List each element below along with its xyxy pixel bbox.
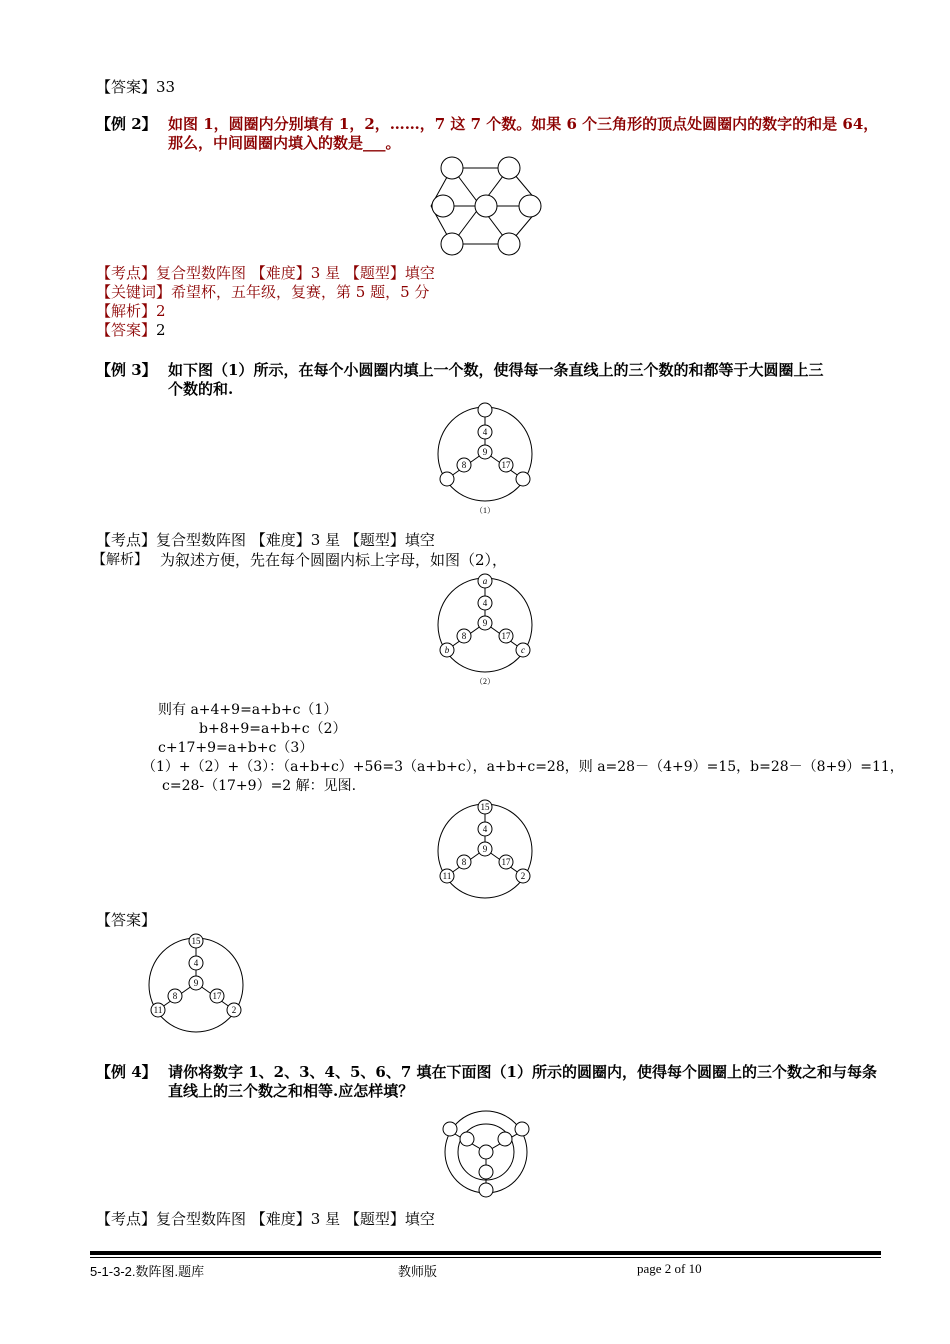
footer-center: 教师版 bbox=[398, 1264, 438, 1279]
ex3-figure-2 bbox=[437, 573, 533, 687]
ex3-eq4: （1）+（2）+（3）：（a+b+c）+56=3（a+b+c），a+b+c=28，则 a=28－（4+9）=15，b=28－（8+9）=11， bbox=[142, 759, 904, 775]
ex3-question-line1: 如下图（1）所示，在每个小圆圈内填上一个数，使得每一条直线上的三个数的和都等于大圆圈上三 bbox=[168, 361, 824, 379]
ex3-fig4-center-text: 9 bbox=[193, 978, 199, 988]
ex3-jiexi-text: 为叙述方便，先在每个圆圈内标上字母，如图（2）， bbox=[160, 551, 508, 569]
ex3-fig2-right-inner-text: 17 bbox=[501, 631, 511, 641]
ex3-fig1-top-circle bbox=[478, 403, 492, 417]
ex3-fig3-left-outer-text: 11 bbox=[442, 871, 452, 881]
ex4-node-outer-left bbox=[443, 1122, 457, 1136]
ex2-kaodian: 【考点】复合型数阵图 【难度】3 星 【题型】填空 bbox=[96, 264, 435, 282]
ex4-tag: 【例 4】 bbox=[96, 1063, 157, 1081]
ex4-node-inner-left bbox=[460, 1132, 474, 1146]
ex3-fig1-caption: （1） bbox=[475, 506, 495, 515]
ex3-fig1-right-outer-circle bbox=[516, 472, 530, 486]
ex3-jiexi-label: 【解析】 bbox=[92, 552, 148, 568]
ex3-fig3-right-inner-text: 17 bbox=[501, 857, 511, 867]
ex2-circle-top-left bbox=[441, 157, 463, 179]
ex3-eq1: 则有 a+4+9=a+b+c（1） bbox=[158, 702, 338, 718]
ex3-fig1-left-outer-circle bbox=[440, 472, 454, 486]
ex3-fig4-top-text: 15 bbox=[191, 936, 201, 946]
ex2-circle-right bbox=[519, 195, 541, 217]
ex2-question-line2: 那么，中间圆圈内填入的数是___。 bbox=[168, 134, 401, 152]
prev-answer-value: 33 bbox=[156, 78, 176, 96]
ex3-question-line2: 个数的和. bbox=[168, 380, 234, 398]
ex2-question-line1: 如图 1，圆圈内分别填有 1，2，……，7 这 7 个数。如果 6 个三角形的顶点处圆圈内的数字的和是 64， bbox=[168, 115, 879, 133]
ex4-question-line1: 请你将数字 1、2、3、4、5、6、7 填在下面图（1）所示的圆圈内，使得每个圆圈上的三个数之和与每条 bbox=[168, 1063, 877, 1081]
ex3-eq3: c+17+9=a+b+c（3） bbox=[158, 740, 314, 756]
ex3-fig2-left-outer-text: b bbox=[444, 645, 450, 655]
ex4-kaodian: 【考点】复合型数阵图 【难度】3 星 【题型】填空 bbox=[96, 1210, 435, 1228]
ex3-figure-1 bbox=[437, 402, 533, 516]
ex3-fig2-left-inner-text: 8 bbox=[461, 631, 467, 641]
ex4-node-center bbox=[479, 1145, 493, 1159]
ex2-circle-left bbox=[432, 195, 454, 217]
ex2-hexagon-figure bbox=[428, 155, 546, 259]
ex3-eq5: c=28-（17+9）=2 解：见图. bbox=[162, 778, 357, 794]
ex2-jiexi-value: 2 bbox=[156, 302, 166, 320]
ex4-figure bbox=[438, 1110, 534, 1200]
ex4-question-line2: 直线上的三个数之和相等.应怎样填？ bbox=[168, 1082, 414, 1100]
ex2-jiexi bbox=[96, 300, 166, 321]
ex3-fig2-center-text: 9 bbox=[482, 618, 488, 628]
footer-page-number: page 2 of 10 bbox=[637, 1261, 702, 1276]
ex3-eq2: b+8+9=a+b+c（2） bbox=[199, 721, 347, 737]
ex3-fig3-center-text: 9 bbox=[482, 844, 488, 854]
ex2-answer-label: 【答案】 bbox=[96, 321, 157, 339]
ex2-tag: 【例 2】 bbox=[96, 115, 157, 133]
ex3-fig3-right-outer-text: 2 bbox=[520, 871, 526, 881]
ex3-fig3-left-inner-text: 8 bbox=[461, 857, 467, 867]
ex3-fig2-mid-text: 4 bbox=[482, 598, 488, 608]
ex2-jiexi-label: 【解析】 bbox=[96, 302, 157, 320]
ex3-fig1-left-inner-text: 8 bbox=[461, 460, 467, 470]
ex3-fig4-right-outer-text: 2 bbox=[231, 1005, 237, 1015]
ex2-circle-bottom-right bbox=[498, 233, 520, 255]
ex4-node-outer-bottom bbox=[479, 1183, 493, 1197]
prev-answer-label: 【答案】 bbox=[96, 78, 157, 96]
ex3-fig4-left-inner-text: 8 bbox=[172, 991, 178, 1001]
ex3-fig4-mid-text: 4 bbox=[193, 958, 199, 968]
ex3-fig4-left-outer-text: 11 bbox=[153, 1005, 163, 1015]
ex3-fig3-mid-text: 4 bbox=[482, 824, 488, 834]
footer-rule-thick bbox=[90, 1251, 881, 1255]
ex2-circle-center bbox=[475, 195, 497, 217]
ex3-fig2-top-text: a bbox=[482, 576, 488, 586]
ex3-answer-label: 【答案】 bbox=[96, 911, 157, 929]
ex3-kaodian: 【考点】复合型数阵图 【难度】3 星 【题型】填空 bbox=[96, 531, 435, 549]
ex3-fig3-top-text: 15 bbox=[480, 802, 490, 812]
ex2-answer-value: 2 bbox=[156, 321, 166, 339]
ex3-fig2-right-outer-text: c bbox=[521, 645, 525, 655]
ex2-keywords: 【关键词】希望杯，五年级，复赛，第 5 题，5 分 bbox=[96, 283, 430, 301]
ex4-node-outer-right bbox=[515, 1122, 529, 1136]
footer-left: 5-1-3-2.数阵图.题库 bbox=[90, 1264, 205, 1279]
footer-rule-thin bbox=[90, 1257, 881, 1258]
ex3-fig1-mid-text: 4 bbox=[482, 427, 488, 437]
ex3-fig1-right-inner-text: 17 bbox=[501, 460, 511, 470]
ex3-figure-4 bbox=[148, 933, 244, 1023]
ex3-fig4-right-inner-text: 17 bbox=[212, 991, 222, 1001]
ex2-answer bbox=[96, 319, 166, 340]
prev-answer bbox=[96, 76, 175, 97]
ex2-circle-bottom-left bbox=[441, 233, 463, 255]
ex3-fig2-caption: （2） bbox=[475, 677, 495, 686]
ex3-fig1-center-text: 9 bbox=[482, 447, 488, 457]
ex4-node-inner-bottom bbox=[479, 1165, 493, 1179]
ex3-tag: 【例 3】 bbox=[96, 361, 157, 379]
ex3-figure-3 bbox=[437, 799, 533, 889]
ex2-circle-top-right bbox=[498, 157, 520, 179]
ex4-node-inner-right bbox=[498, 1132, 512, 1146]
